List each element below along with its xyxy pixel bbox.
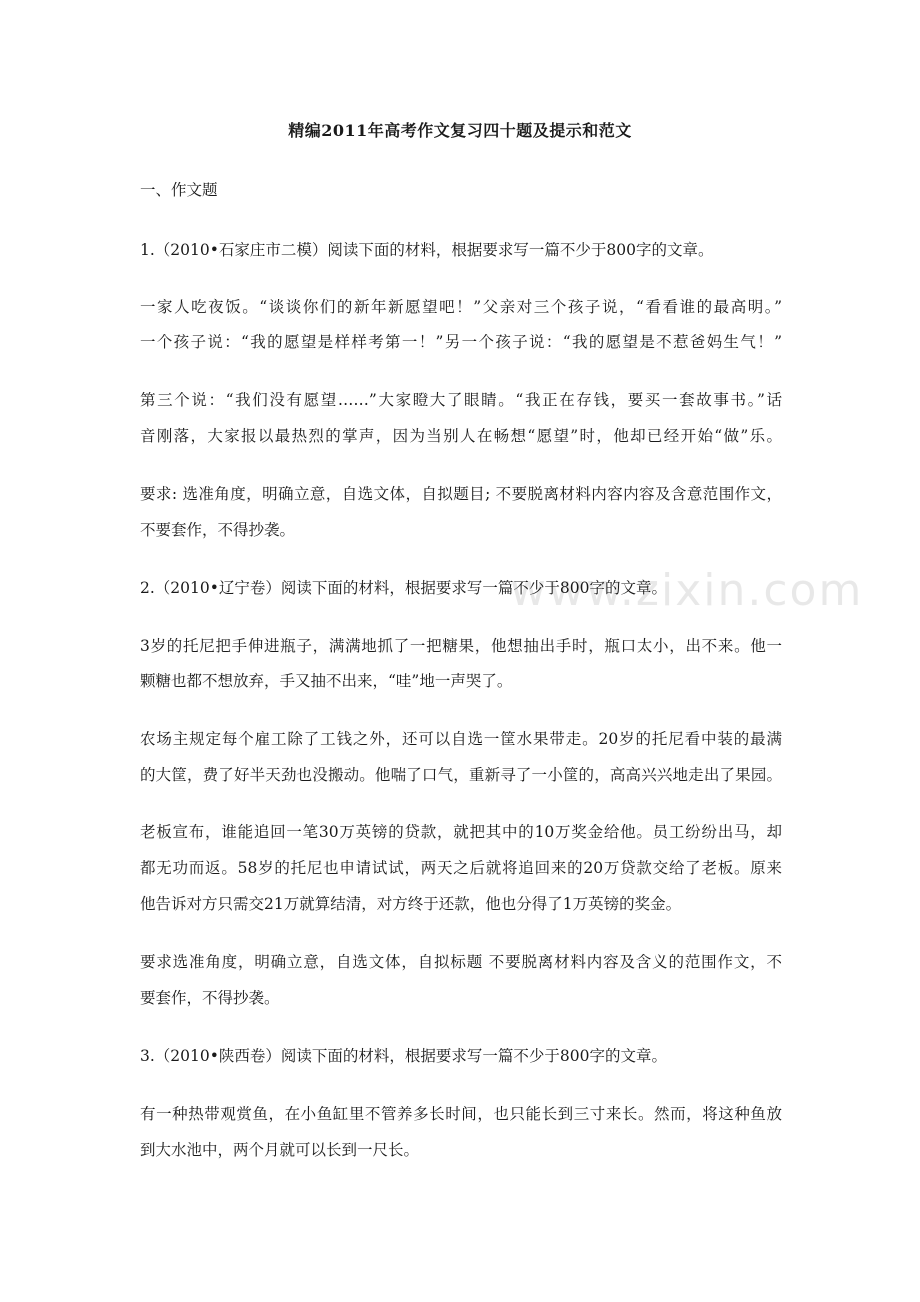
q1-para1-line2: 一个孩子说：“我的愿望是样样考第一！”另一个孩子说：“我的愿望是不惹爸妈生气！” — [140, 333, 782, 351]
q3-para1-line2: 到大水池中，两个月就可以长到一尺长。 — [140, 1141, 420, 1159]
q2-prompt: 2.（2010•辽宁卷）阅读下面的材料，根据要求写一篇不少于800字的文章。 — [140, 579, 667, 597]
q2-para3-line2: 都无功而返。58岁的托尼也申请试试，两天之后就将追回来的20万贷款交给了老板。原来 — [140, 859, 782, 877]
q1-para1-line1: 一家人吃夜饭。“谈谈你们的新年新愿望吧！”父亲对三个孩子说，“看看谁的最高明。” — [140, 298, 782, 316]
q1-para2-line2: 音刚落，大家报以最热烈的掌声，因为当别人在畅想“愿望”时，他却已经开始“做”乐。 — [140, 427, 782, 445]
q2-para3-line1: 老板宣布，谁能追回一笔30万英镑的贷款，就把其中的10万奖金给他。员工纷纷出马，却 — [140, 823, 782, 841]
section-heading: 一、作文题 — [140, 181, 218, 199]
q2-para1-line1: 3岁的托尼把手伸进瓶子，满满地抓了一把糖果，他想抽出手时，瓶口太小，出不来。他一 — [140, 637, 782, 655]
q2-requirement-line1: 要求选准角度，明确立意，自选文体，自拟标题 不要脱离材料内容及含义的范围作文，不 — [140, 953, 782, 971]
q1-requirement-line2: 不要套作，不得抄袭。 — [140, 521, 296, 539]
q3-prompt: 3.（2010•陕西卷）阅读下面的材料，根据要求写一篇不少于800字的文章。 — [140, 1047, 667, 1065]
q1-prompt: 1.（2010•石家庄市二模）阅读下面的材料，根据要求写一篇不少于800字的文章。 — [140, 241, 714, 259]
q2-para2-line2: 的大筐，费了好半天劲也没搬动。他喘了口气，重新寻了一小筐的，高高兴兴地走出了果园。 — [140, 766, 782, 784]
watermark: www.zixin.com — [510, 565, 864, 616]
q2-para1-line2: 颗糖也都不想放弃，手又抽不出来，“哇”地一声哭了。 — [140, 672, 513, 690]
q3-para1-line1: 有一种热带观赏鱼，在小鱼缸里不管养多长时间，也只能长到三寸来长。然而，将这种鱼放 — [140, 1105, 782, 1123]
document-title: 精编2011年高考作文复习四十题及提示和范文 — [288, 121, 632, 140]
q2-para2-line1: 农场主规定每个雇工除了工钱之外，还可以自选一筐水果带走。20岁的托尼看中装的最满 — [140, 730, 782, 748]
q2-para3-line3: 他告诉对方只需交21万就算结清，对方终于还款，他也分得了1万英镑的奖金。 — [140, 895, 682, 913]
q1-para2-line1: 第三个说：“我们没有愿望……”大家瞪大了眼睛。“我正在存钱，要买一套故事书。”话 — [140, 391, 782, 409]
q1-requirement-line1: 要求: 选准角度，明确立意，自选文体，自拟题目; 不要脱离材料内容内容及含意范围作文， — [140, 485, 782, 503]
q2-requirement-line2: 要套作，不得抄袭。 — [140, 989, 280, 1007]
